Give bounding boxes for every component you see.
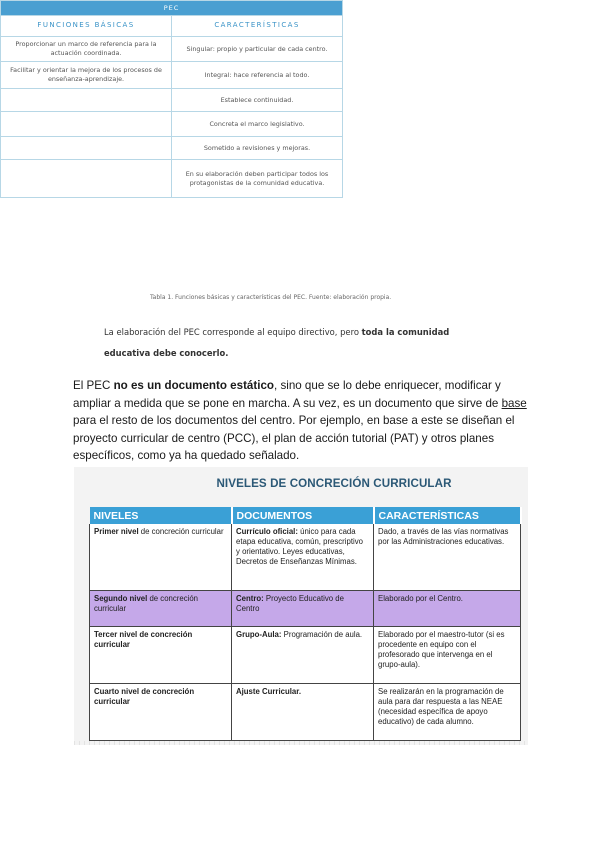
- table-row: [1, 112, 343, 137]
- table-row: [1, 137, 343, 160]
- table-cell: [232, 524, 374, 591]
- table-cell: [90, 684, 232, 741]
- cell-bold-text: Grupo-Aula:: [236, 630, 282, 639]
- body-paragraph: [73, 377, 533, 465]
- niveles-table: [89, 507, 522, 741]
- table-cell: Se realizarán en la programación de aula para dar respuesta a las NEAE (necesidad específica de apoyo educativo) de cada alumno.: [374, 684, 521, 741]
- table-cell: [1, 160, 172, 198]
- table-cell: Proporcionar un marco de referencia para la actuación coordinada.: [1, 37, 172, 62]
- cell-text: Proyecto Educativo de Centro: [236, 594, 344, 614]
- cell-text: de concreción curricular: [94, 594, 199, 614]
- pec-table: [0, 0, 343, 198]
- table-cell: [232, 591, 374, 627]
- table-cell: [1, 112, 172, 137]
- table-row: [1, 37, 343, 62]
- table-cell: Elaborado por el maestro-tutor (si es procedente en equipo con el profesorado que intervenga en el grupo-aula).: [374, 627, 521, 684]
- cell-bold-text: Primer nivel: [94, 527, 139, 536]
- table-cell: [1, 89, 172, 112]
- table-row: [90, 684, 521, 741]
- niveles-header: CARACTERÍSTICAS: [374, 507, 521, 524]
- paragraph-bold-text: no es un documento estático: [113, 379, 274, 392]
- table-cell: [232, 684, 374, 741]
- dotted-divider: [74, 741, 528, 745]
- paragraph-text: para el resto de los documentos del centro. Por ejemplo, en base a este se diseñan el proyecto curricular de centro (PCC), el plan de acción tutorial (PAT) y otros planes específicos, como ya ha quedado señalado.: [73, 414, 515, 462]
- pec-header-caracteristicas: CARACTERÍSTICAS: [172, 16, 343, 37]
- niveles-header: NIVELES: [90, 507, 232, 524]
- paragraph-text: El PEC: [73, 379, 114, 392]
- table-row: [90, 591, 521, 627]
- table-cell: Concreta el marco legislativo.: [172, 112, 343, 137]
- cell-text: de concreción curricular: [138, 527, 224, 536]
- niveles-title: NIVELES DE CONCRECIÓN CURRICULAR: [216, 477, 452, 490]
- niveles-figure: [74, 467, 528, 745]
- table-row: [90, 524, 521, 591]
- pec-quote: [104, 322, 464, 364]
- cell-bold-text: Currículo oficial:: [236, 527, 298, 536]
- quote-text: La elaboración del PEC corresponde al equipo directivo, pero: [104, 327, 362, 337]
- table-row: [1, 89, 343, 112]
- table-row: [90, 627, 521, 684]
- table-cell: [90, 627, 232, 684]
- table-row: [1, 160, 343, 198]
- cell-bold-text: Cuarto nivel de concreción curricular: [94, 687, 195, 707]
- cell-bold-text: Segundo nivel: [94, 594, 148, 603]
- cell-bold-text: Centro:: [236, 594, 264, 603]
- cell-text: Programación de aula.: [281, 630, 363, 639]
- table-cell: [90, 591, 232, 627]
- niveles-header-row: [90, 507, 521, 524]
- table-cell: Dado, a través de las vías normativas por las Administraciones educativas.: [374, 524, 521, 591]
- table-cell: Sometido a revisiones y mejoras.: [172, 137, 343, 160]
- pec-table-title: PEC: [1, 1, 343, 16]
- table-cell: Establece continuidad.: [172, 89, 343, 112]
- cell-text: único para cada etapa educativa, común, prescriptivo y orientativo. Leyes educativas, Decretos de Enseñanzas Mínimas.: [236, 527, 363, 567]
- table-cell: [90, 524, 232, 591]
- pec-header-funciones: FUNCIONES BÁSICAS: [1, 16, 172, 37]
- table-cell: Integral: hace referencia al todo.: [172, 62, 343, 89]
- table-cell: [1, 137, 172, 160]
- paragraph-underlined-text: base: [501, 396, 527, 410]
- table-cell: Elaborado por el Centro.: [374, 591, 521, 627]
- table-cell: En su elaboración deben participar todos los protagonistas de la comunidad educativa.: [172, 160, 343, 198]
- table-cell: Singular: propio y particular de cada centro.: [172, 37, 343, 62]
- table-cell: [232, 627, 374, 684]
- paragraph-text: , sino que se lo debe enriquecer, modificar y ampliar a medida que se pone en marcha. A su vez, es un documento que sirve de: [73, 379, 502, 410]
- quote-bold-text: toda la comunidad educativa debe conocerlo.: [104, 327, 450, 358]
- cell-bold-text: Tercer nivel de concreción curricular: [94, 630, 193, 650]
- pec-table-caption: Tabla 1. Funciones básicas y características del PEC. Fuente: elaboración propia.: [150, 294, 392, 301]
- table-row: [1, 62, 343, 89]
- cell-bold-text: Ajuste Curricular.: [236, 687, 301, 696]
- niveles-header: DOCUMENTOS: [232, 507, 374, 524]
- table-cell: Facilitar y orientar la mejora de los procesos de enseñanza-aprendizaje.: [1, 62, 172, 89]
